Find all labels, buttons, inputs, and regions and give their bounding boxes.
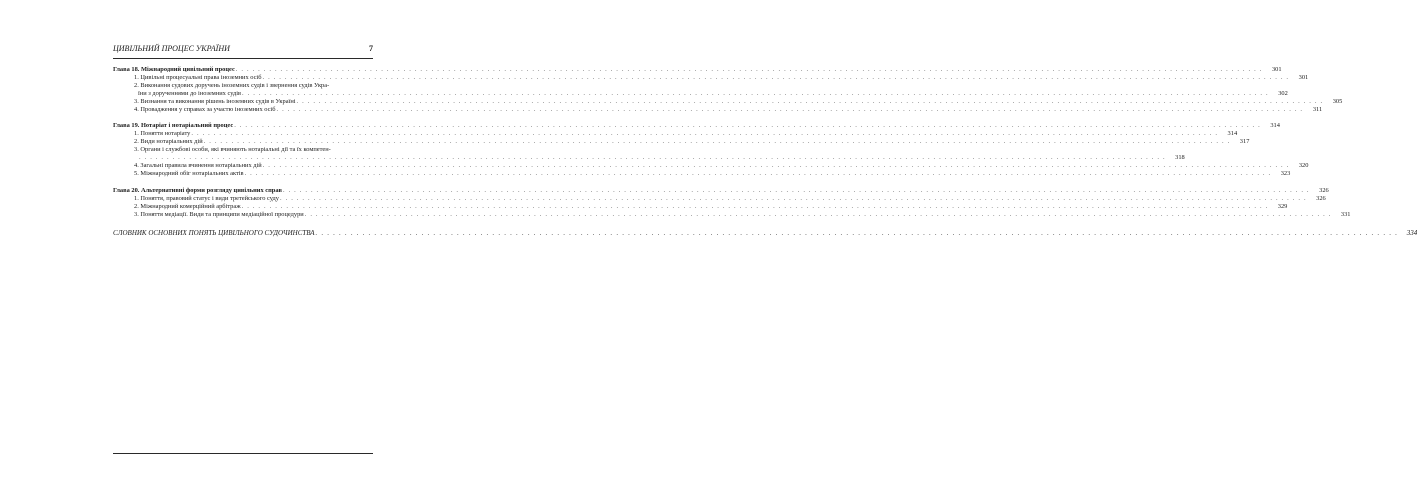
toc-entry — [113, 73, 1309, 82]
chapter-heading — [113, 66, 1282, 74]
dot-leader — [296, 98, 1325, 106]
toc-entry-page: 301 — [1298, 73, 1309, 81]
dot-leader — [235, 66, 1264, 74]
chapter-heading — [113, 186, 1329, 195]
dot-leader — [190, 130, 1219, 138]
table-of-contents — [113, 66, 1417, 238]
toc-entry-text: 3. Органи і службові особи, які вчиняють нотаріальні дії та їх компетен- — [134, 146, 331, 154]
toc-entry-text: 2. Виконання судових доручень іноземних судів і звернення судів Укра- — [134, 81, 330, 89]
dot-leader — [138, 154, 1167, 162]
toc-entry — [113, 105, 1323, 114]
toc-entry-page: 329 — [1277, 202, 1288, 210]
toc-entry-page: 314 — [1227, 130, 1238, 138]
chapter-heading-page: 326 — [1319, 186, 1329, 194]
running-header-title: ЦИВІЛЬНИЙ ПРОЦЕС УКРАЇНИ — [113, 44, 230, 53]
dot-leader — [241, 90, 1270, 98]
toc-entry-text: 1. Поняття, правовий статус і види третейського суду — [134, 194, 279, 202]
dot-leader — [241, 203, 1270, 211]
chapter-heading-text: Глава 20. Альтернативні форми розгляду цивільних справ — [113, 186, 282, 194]
toc-entry — [113, 138, 1250, 146]
toc-entry-page: 323 — [1280, 169, 1291, 177]
toc-entry-text: їни з дорученнями до іноземних судів — [138, 89, 242, 97]
dot-leader — [304, 211, 1333, 219]
chapter-heading-text: Глава 18. Міжнародний цивільний процес — [113, 66, 235, 73]
header-rule — [113, 58, 373, 59]
toc-entry — [113, 194, 1326, 203]
toc-entry-text: 2. Міжнародний комерційний арбітраж — [134, 202, 241, 210]
toc-entry-page: 311 — [1312, 105, 1323, 113]
toc-chapter — [113, 122, 1309, 177]
toc-entry-page: 331 — [1340, 210, 1351, 218]
toc-entry — [113, 202, 1288, 211]
toc-entry-text: 3. Поняття медіації. Види та принципи медіаційної процедури — [134, 210, 304, 218]
dot-leader — [275, 106, 1304, 114]
footer-rule — [113, 453, 373, 454]
toc-entry — [113, 89, 1288, 98]
dot-leader — [244, 170, 1273, 178]
toc-entry-text: 4. Провадження у справах за участю іноземних осіб — [134, 105, 276, 113]
toc-entry-text: 4. Загальні правила вчинення нотаріальних дій — [134, 161, 262, 169]
toc-entry — [113, 210, 1351, 219]
toc-entry-page: 320 — [1298, 161, 1309, 169]
chapter-heading-page: 301 — [1271, 66, 1282, 73]
toc-entry — [113, 169, 1291, 178]
toc-entry-text: 1. Поняття нотаріату — [134, 130, 191, 138]
chapter-heading-text: Глава 19. Нотаріат і нотаріальний процес — [113, 122, 234, 130]
toc-entry-text: 1. Цивільні процесуальні права іноземних осіб — [134, 73, 262, 81]
toc-entry-text: 2. Види нотаріальних дій — [134, 138, 203, 146]
chapter-heading — [113, 122, 1280, 130]
running-header — [113, 44, 373, 58]
toc-entry — [113, 161, 1309, 170]
toc-entry — [113, 97, 1343, 106]
dot-leader — [315, 230, 1400, 238]
toc-entry — [113, 82, 373, 90]
toc-entry-page: 302 — [1278, 89, 1288, 97]
toc-entry — [113, 130, 1238, 138]
toc-chapter — [113, 186, 1351, 219]
dictionary-entry — [113, 229, 1417, 238]
toc-entry-page: 305 — [1332, 97, 1343, 105]
toc-entry-page: 318 — [1175, 154, 1185, 162]
toc-entry-page: 317 — [1239, 138, 1250, 146]
toc-dictionary — [113, 229, 1417, 238]
toc-entry-page: 326 — [1316, 194, 1326, 202]
dot-leader — [261, 74, 1290, 82]
dictionary-entry-page: 334 — [1406, 229, 1417, 238]
toc-entry — [113, 146, 373, 154]
dot-leader — [262, 162, 1291, 170]
toc-entry-text: 3. Визнання та виконання рішень іноземних судів в Україні — [134, 97, 296, 105]
toc-entry-text: 5. Міжнародний обіг нотаріальних актів — [134, 169, 244, 177]
toc-chapter — [113, 66, 1343, 113]
chapter-heading-page: 314 — [1270, 122, 1280, 130]
page-number: 7 — [369, 44, 373, 53]
dot-leader — [279, 195, 1308, 203]
dot-leader — [203, 138, 1232, 146]
dot-leader — [233, 122, 1262, 130]
dictionary-entry-text: СЛОВНИК ОСНОВНИХ ПОНЯТЬ ЦИВІЛЬНОГО СУДОЧИНСТВА — [113, 229, 315, 238]
dot-leader — [282, 187, 1311, 195]
toc-entry — [113, 154, 1185, 162]
